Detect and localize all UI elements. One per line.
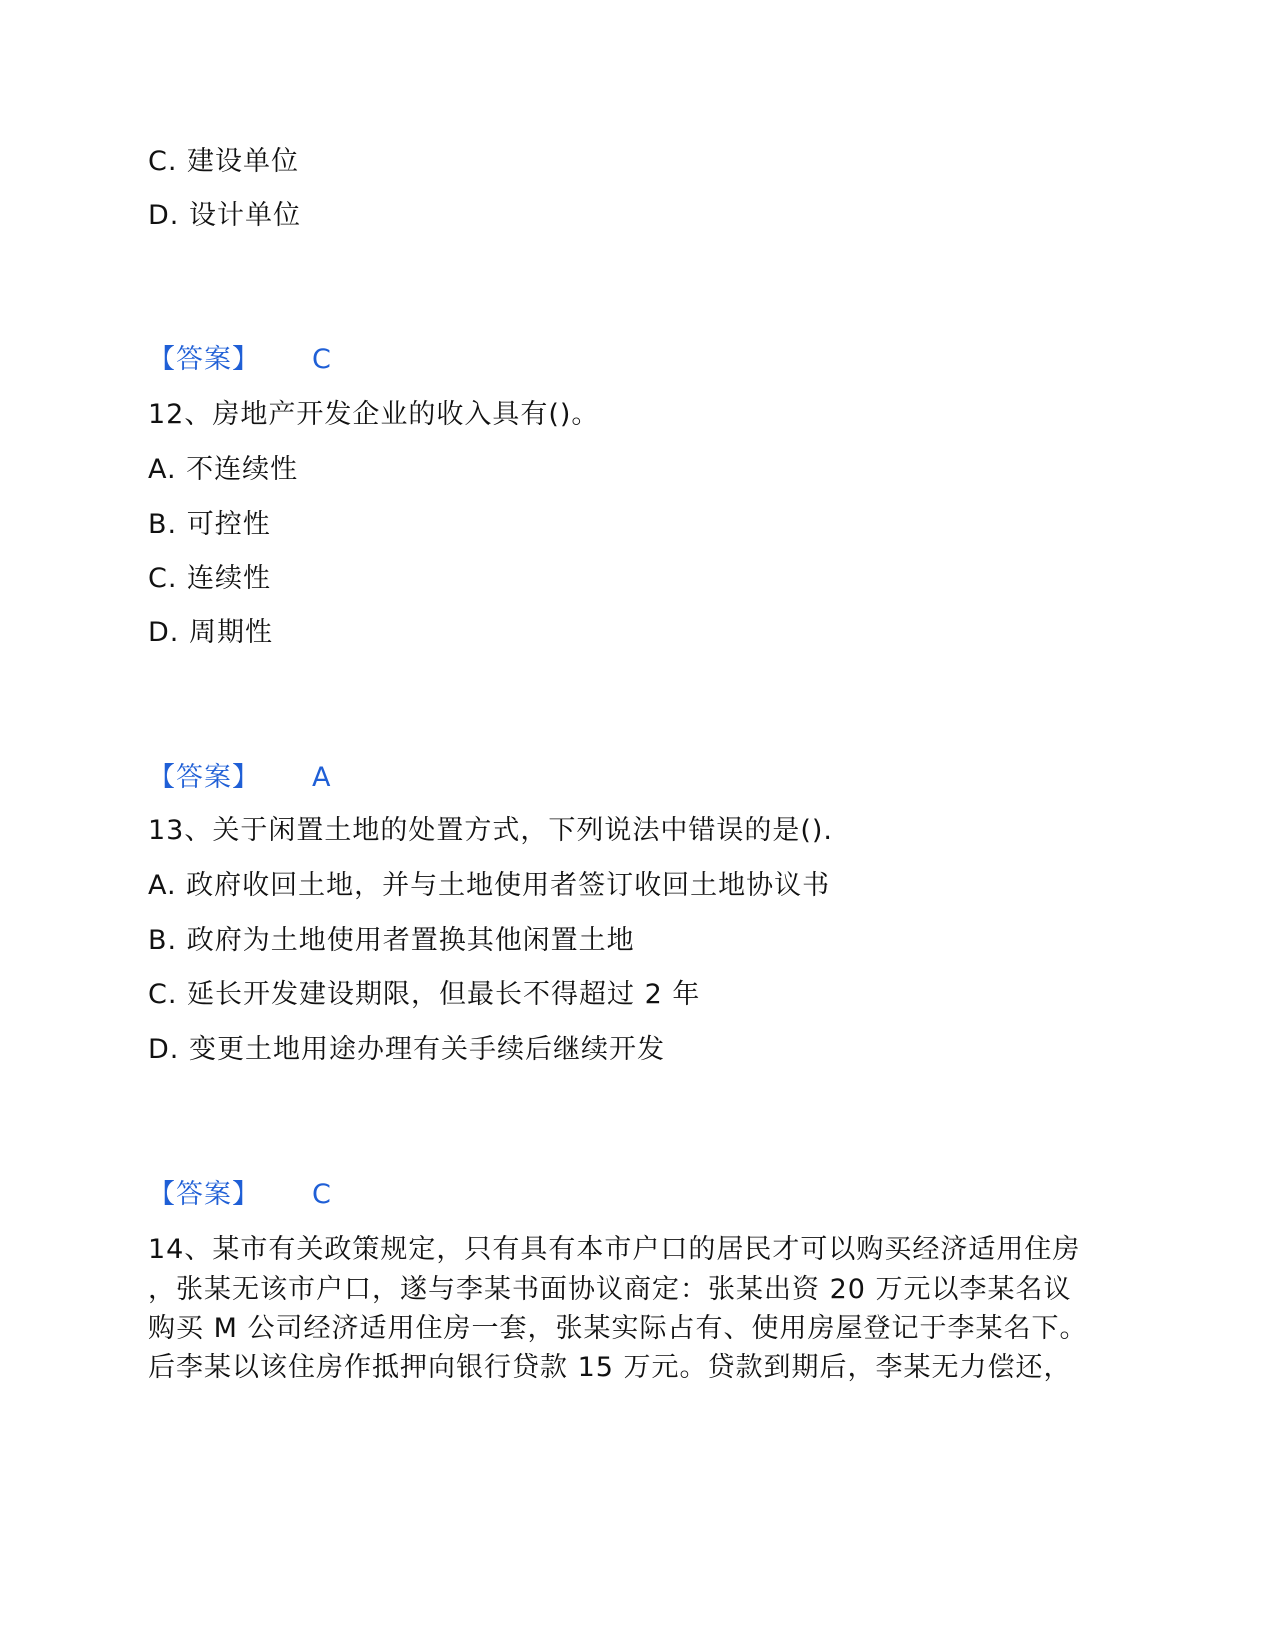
- q12-option-b: B. 可控性: [148, 509, 271, 540]
- q11-answer: [148, 342, 332, 378]
- answer-value: C: [312, 344, 332, 375]
- q13-answer: [148, 1177, 332, 1213]
- q11-option-d: D. 设计单位: [148, 200, 301, 231]
- q11-option-c: C. 建设单位: [148, 146, 300, 177]
- q13-option-d: D. 变更土地用途办理有关手续后继续开发: [148, 1034, 665, 1065]
- answer-label: 【答案】: [148, 1179, 260, 1210]
- q12-option-a: A. 不连续性: [148, 454, 299, 485]
- q14-line-2: ，张某无该市户口，遂与李某书面协议商定：张某出资 20 万元以李某名议: [148, 1274, 1072, 1305]
- q13-option-a: A. 政府收回土地，并与土地使用者签订收回土地协议书: [148, 870, 831, 901]
- q13-option-c: C. 延长开发建设期限，但最长不得超过 2 年: [148, 979, 701, 1010]
- answer-value: A: [312, 762, 332, 793]
- answer-label: 【答案】: [148, 344, 260, 375]
- q12-option-d: D. 周期性: [148, 617, 273, 648]
- q14-line-4: 后李某以该住房作抵押向银行贷款 15 万元。贷款到期后，李某无力偿还，: [148, 1352, 1072, 1383]
- q12-answer: [148, 760, 331, 796]
- q14-line-3: 购买 M 公司经济适用住房一套，张某实际占有、使用房屋登记于李某名下。: [148, 1313, 1088, 1344]
- q13-option-b: B. 政府为土地使用者置换其他闲置土地: [148, 925, 635, 956]
- q12-option-c: C. 连续性: [148, 563, 272, 594]
- q12-stem: 12、房地产开发企业的收入具有()。: [148, 399, 600, 430]
- q13-stem: 13、关于闲置土地的处置方式，下列说法中错误的是().: [148, 815, 834, 846]
- answer-label: 【答案】: [148, 762, 260, 793]
- answer-value: C: [312, 1179, 332, 1210]
- q14-line-1: 14、某市有关政策规定，只有具有本市户口的居民才可以购买经济适用住房: [148, 1234, 1081, 1265]
